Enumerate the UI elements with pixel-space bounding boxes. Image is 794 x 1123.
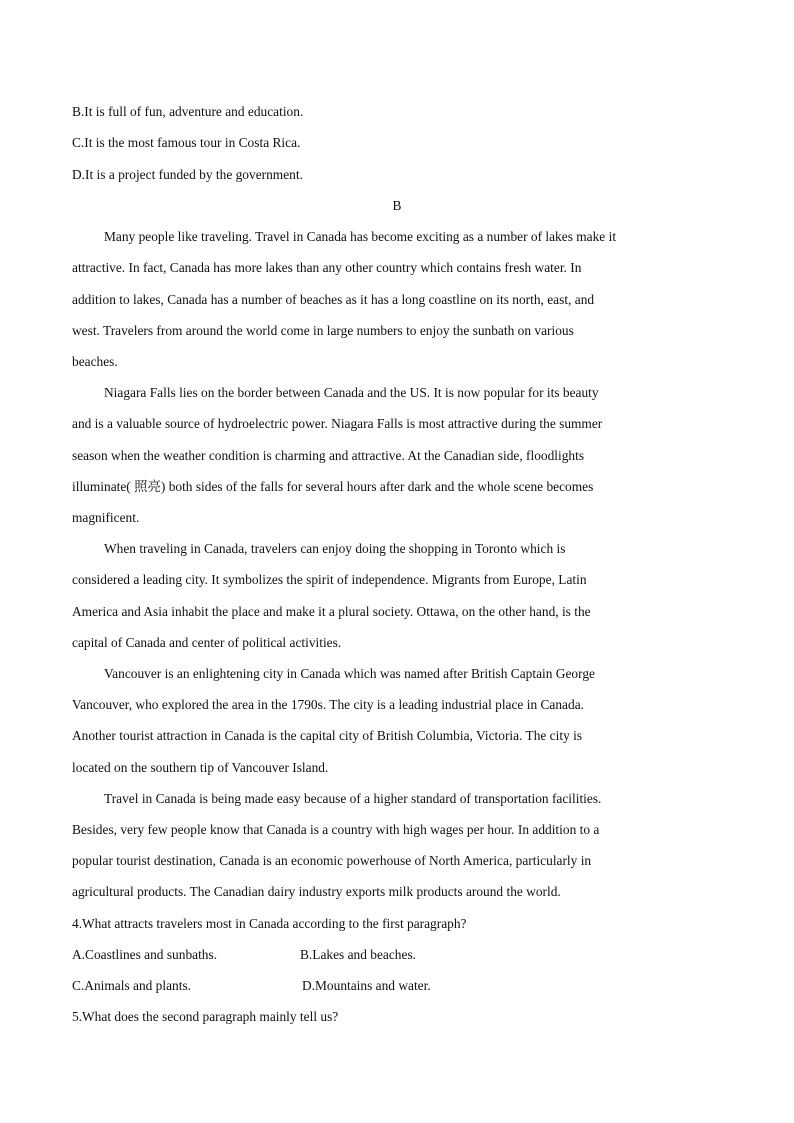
option-c-prev: C.It is the most famous tour in Costa Rica. [72, 135, 301, 150]
question-4-stem: 4.What attracts travelers most in Canada according to the first paragraph? [72, 916, 467, 931]
passage-line: located on the southern tip of Vancouver Island. [72, 760, 329, 775]
passage-line: Besides, very few people know that Canada is a country with high wages per hour. In addition to a [72, 822, 600, 837]
option-d-prev: D.It is a project funded by the government. [72, 167, 303, 182]
passage-line: addition to lakes, Canada has a number of beaches as it has a long coastline on its north, east, and [72, 292, 595, 307]
passage-line: When traveling in Canada, travelers can enjoy doing the shopping in Toronto which is [104, 541, 566, 556]
question-4-option-d: D.Mountains and water. [302, 978, 431, 993]
passage-line: beaches. [72, 354, 118, 369]
question-4-option-b: B.Lakes and beaches. [300, 947, 417, 962]
question-4-option-c: C.Animals and plants. [72, 978, 192, 993]
passage-line: magnificent. [72, 510, 140, 525]
passage-line: Another tourist attraction in Canada is the capital city of British Columbia, Victoria. The city is [72, 728, 583, 743]
passage-line: Many people like traveling. Travel in Canada has become exciting as a number of lakes make it [104, 229, 617, 244]
passage-line: agricultural products. The Canadian dairy industry exports milk products around the world. [72, 884, 561, 899]
passage-line: attractive. In fact, Canada has more lakes than any other country which contains fresh water. In [72, 260, 582, 275]
option-b-prev: B.It is full of fun, adventure and education. [72, 104, 304, 119]
passage-line: capital of Canada and center of political activities. [72, 635, 342, 650]
passage-line: season when the weather condition is charming and attractive. At the Canadian side, floodlights [72, 448, 585, 463]
passage-line: America and Asia inhabit the place and make it a plural society. Ottawa, on the other hand, is the [72, 604, 591, 619]
question-4-option-a: A.Coastlines and sunbaths. [72, 947, 218, 962]
passage-line: and is a valuable source of hydroelectric power. Niagara Falls is most attractive during the summer [72, 416, 603, 431]
passage-line: Travel in Canada is being made easy because of a higher standard of transportation facilities. [104, 791, 602, 806]
passage-line: Vancouver, who explored the area in the 1790s. The city is a leading industrial place in Canada. [72, 697, 584, 712]
section-title: B [392, 198, 402, 213]
question-5-stem: 5.What does the second paragraph mainly tell us? [72, 1009, 339, 1024]
passage-line: west. Travelers from around the world come in large numbers to enjoy the sunbath on various [72, 323, 574, 338]
passage-line: illuminate( 照亮) both sides of the falls for several hours after dark and the whole scene becomes [72, 479, 594, 494]
passage-line: considered a leading city. It symbolizes the spirit of independence. Migrants from Europe, Latin [72, 572, 587, 587]
passage-line: Vancouver is an enlightening city in Canada which was named after British Captain George [104, 666, 595, 681]
passage-line: Niagara Falls lies on the border between Canada and the US. It is now popular for its beauty [104, 385, 599, 400]
passage-line: popular tourist destination, Canada is an economic powerhouse of North America, particularly in [72, 853, 592, 868]
